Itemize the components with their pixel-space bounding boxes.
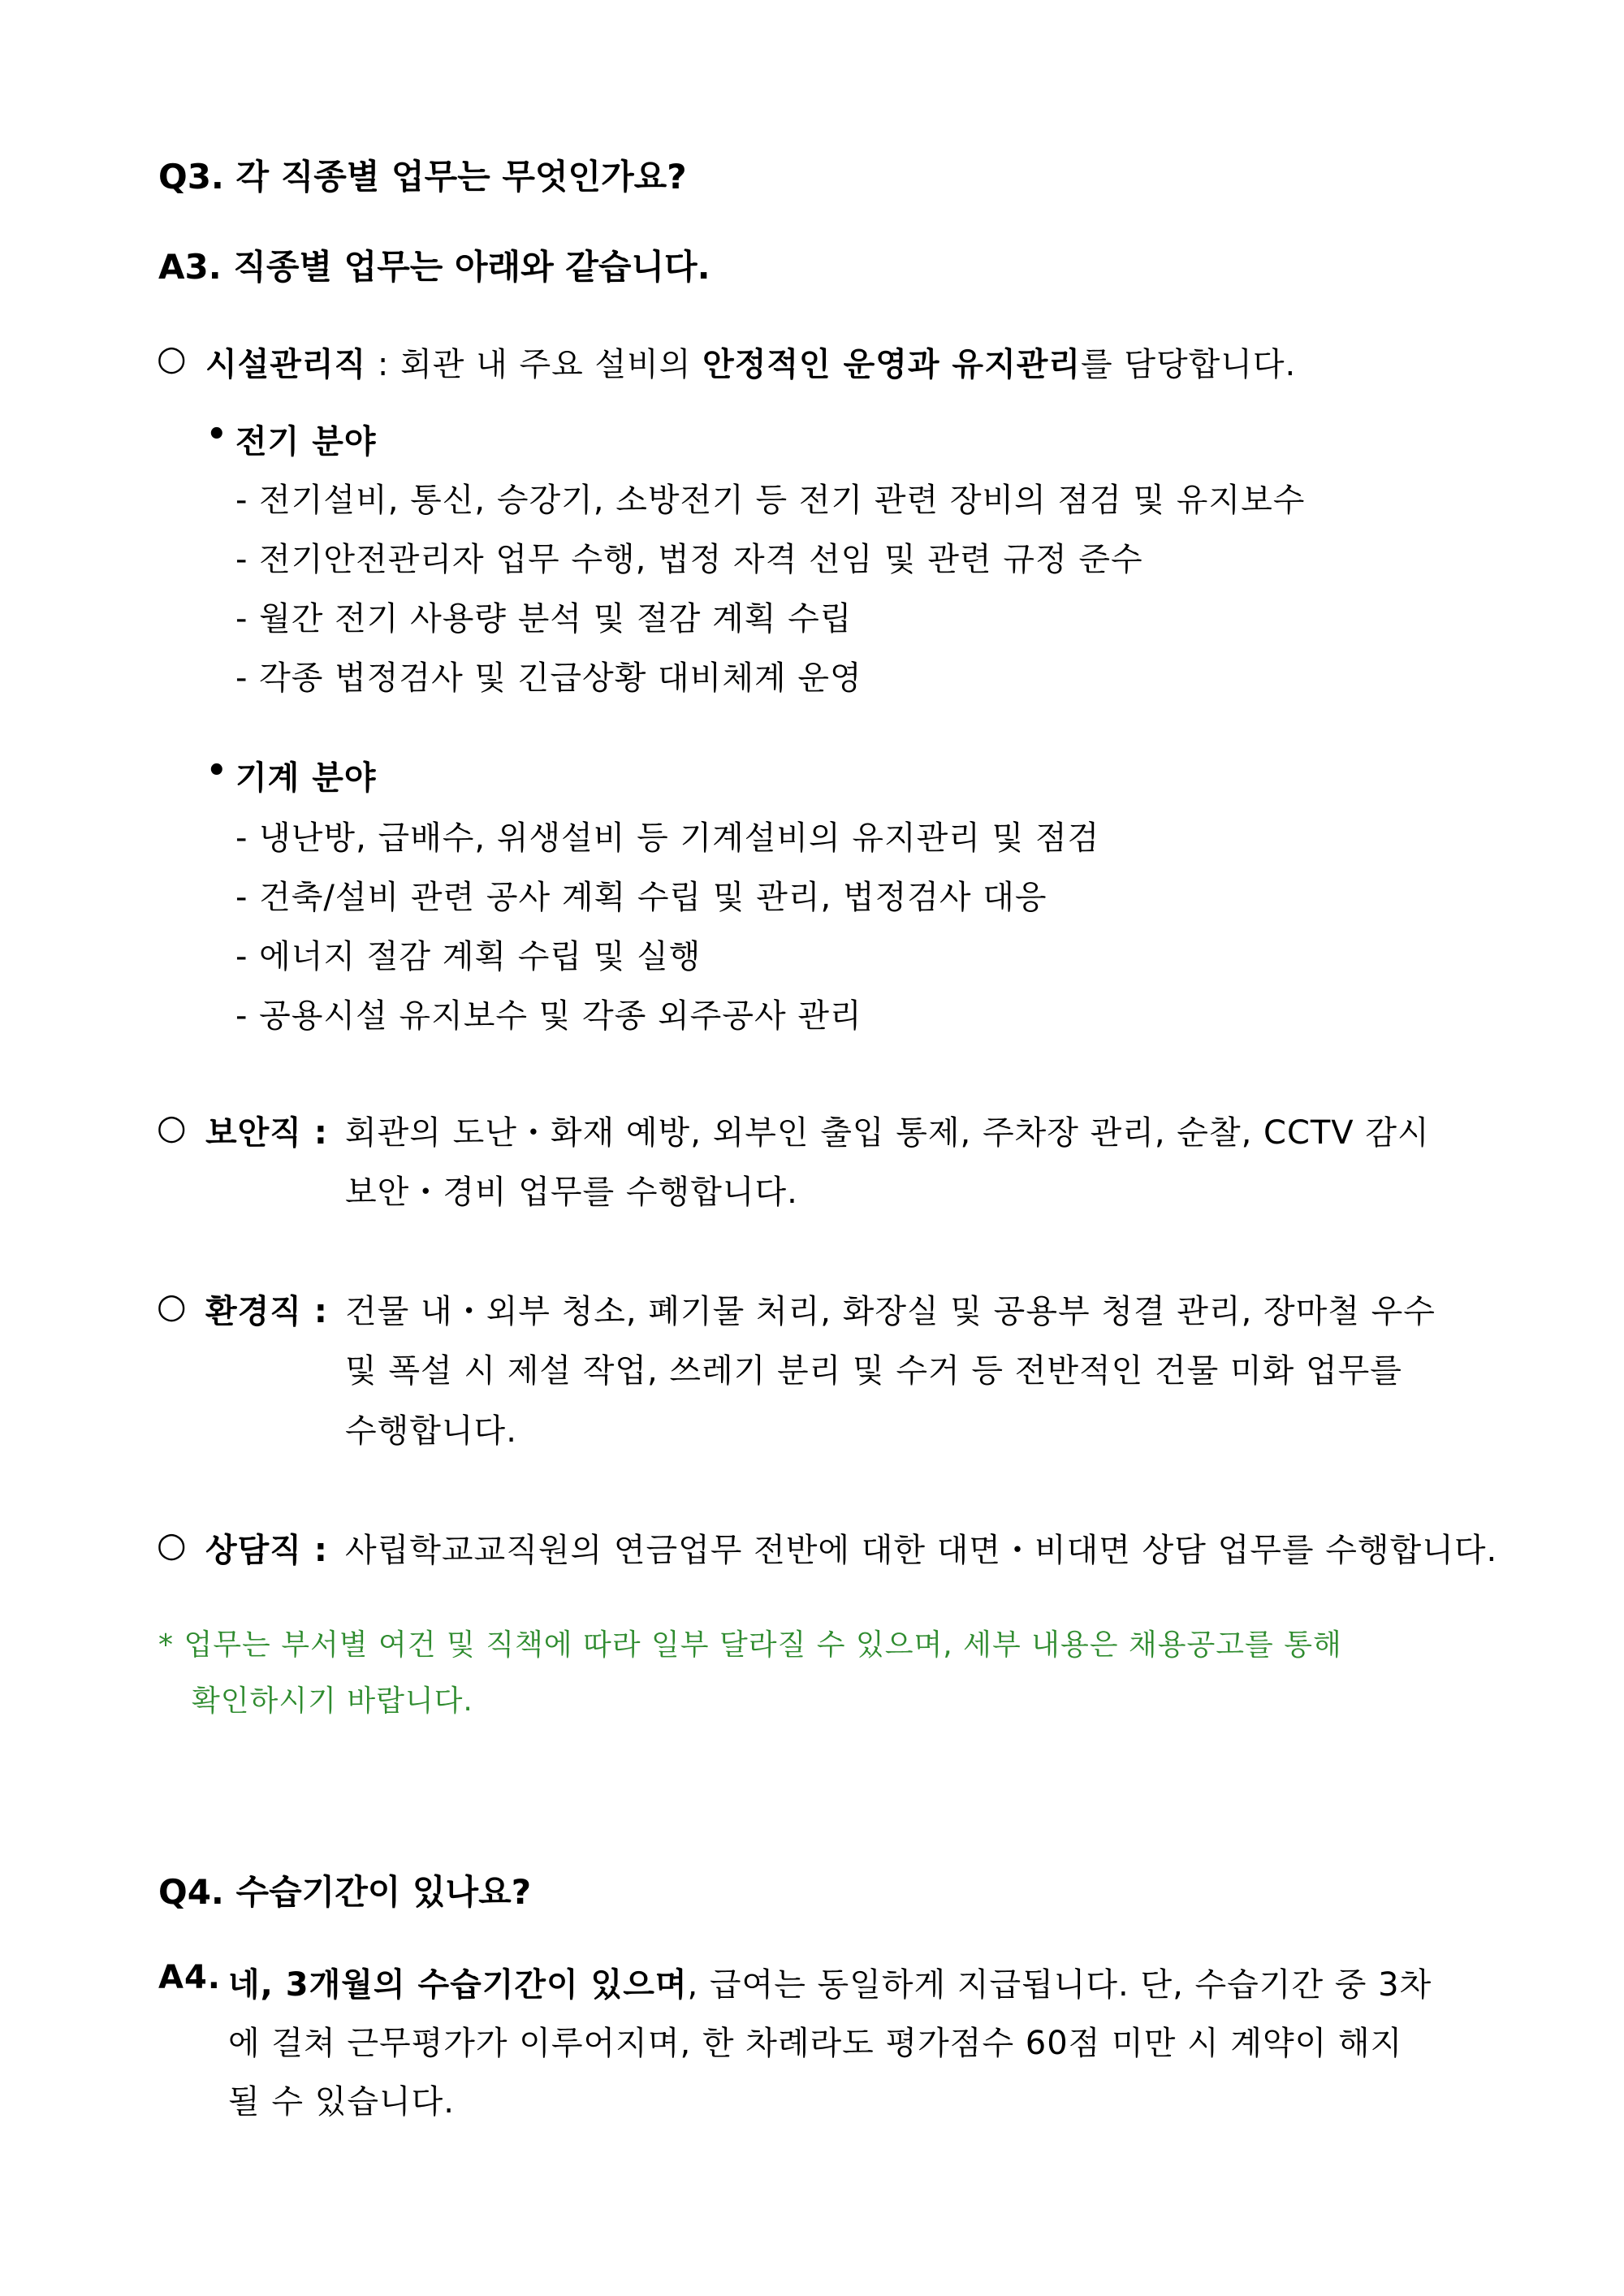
environment-line: 및 폭설 시 제설 작업, 쓰레기 분리 및 수거 등 전반적인 건물 미화 업무를 (345, 1352, 1402, 1390)
electric-item: - 각종 법정검사 및 긴급상황 대비체계 운영 (235, 659, 862, 697)
environment-line: 수행합니다. (345, 1412, 517, 1450)
facility-title: 시설관리직 (205, 346, 367, 383)
facility-tail: 를 담당합니다. (1081, 346, 1297, 383)
q4-answer-label: A4. (158, 1959, 221, 1996)
environment-line: 건물 내・외부 청소, 폐기물 처리, 화장실 및 공용부 청결 관리, 장마철 우수 (345, 1293, 1436, 1330)
q4-answer-line: 될 수 있습니다. (228, 2083, 455, 2121)
security-bullet: ○ (157, 1107, 187, 1147)
q4-answer-bold: 네, 3개월의 수습기간이 있으며 (228, 1966, 688, 2004)
environment-bullet: ○ (157, 1286, 187, 1325)
counsel-title: 상담직 : (205, 1532, 328, 1569)
facility-bullet: ○ (157, 338, 187, 378)
facility-bold: 안정적인 운영과 유지관리 (702, 346, 1081, 383)
electric-item: - 전기설비, 통신, 승강기, 소방전기 등 전기 관련 장비의 점검 및 유지보수 (235, 482, 1306, 519)
electric-bullet: • (206, 416, 227, 453)
counsel-line: 사립학교교직원의 연금업무 전반에 대한 대면・비대면 상담 업무를 수행합니다. (345, 1532, 1498, 1569)
mechanical-item: - 공용시설 유지보수 및 각종 외주공사 관리 (235, 997, 862, 1035)
electric-title: 전기 분야 (235, 423, 377, 460)
facility-sep: : 회관 내 주요 설비의 (366, 346, 703, 383)
mechanical-item: - 에너지 절감 계획 수립 및 실행 (235, 938, 702, 975)
security-line: 회관의 도난・화재 예방, 외부인 출입 통제, 주차장 관리, 순찰, CCTV 감시 (345, 1114, 1430, 1152)
q3-answer: A3. 직종별 업무는 아래와 같습니다. (158, 247, 710, 287)
security-title: 보안직 : (205, 1114, 328, 1152)
q3-question: Q3. 각 직종별 업무는 무엇인가요? (158, 157, 687, 197)
security-line: 보안・경비 업무를 수행합니다. (345, 1174, 798, 1211)
electric-item: - 전기안전관리자 업무 수행, 법정 자격 선임 및 관련 규정 준수 (235, 541, 1143, 578)
note-line: 확인하시기 바랍니다. (192, 1684, 473, 1718)
counsel-bullet: ○ (157, 1524, 187, 1564)
mechanical-title: 기계 분야 (235, 759, 377, 797)
q4-answer-rest: , 급여는 동일하게 지급됩니다. 단, 수습기간 중 3차 (687, 1966, 1432, 2004)
electric-item: - 월간 전기 사용량 분석 및 절감 계획 수립 (235, 600, 853, 638)
mechanical-item: - 건축/설비 관련 공사 계획 수립 및 관리, 법정검사 대응 (235, 879, 1047, 916)
mechanical-bullet: • (206, 752, 227, 789)
note-line: * 업무는 부서별 여건 및 직책에 따라 일부 달라질 수 있으며, 세부 내용은 채용공고를 통해 (158, 1628, 1342, 1662)
q4-answer-line: 에 걸쳐 근무평가가 이루어지며, 한 차례라도 평가점수 60점 미만 시 계약이 해지 (228, 2025, 1403, 2062)
environment-title: 환경직 : (205, 1293, 328, 1330)
mechanical-item: - 냉난방, 급배수, 위생설비 등 기계설비의 유지관리 및 점검 (235, 819, 1100, 857)
q4-question: Q4. 수습기간이 있나요? (158, 1872, 532, 1912)
q4-answer-line (228, 1959, 1432, 2005)
facility-line (205, 339, 1296, 385)
